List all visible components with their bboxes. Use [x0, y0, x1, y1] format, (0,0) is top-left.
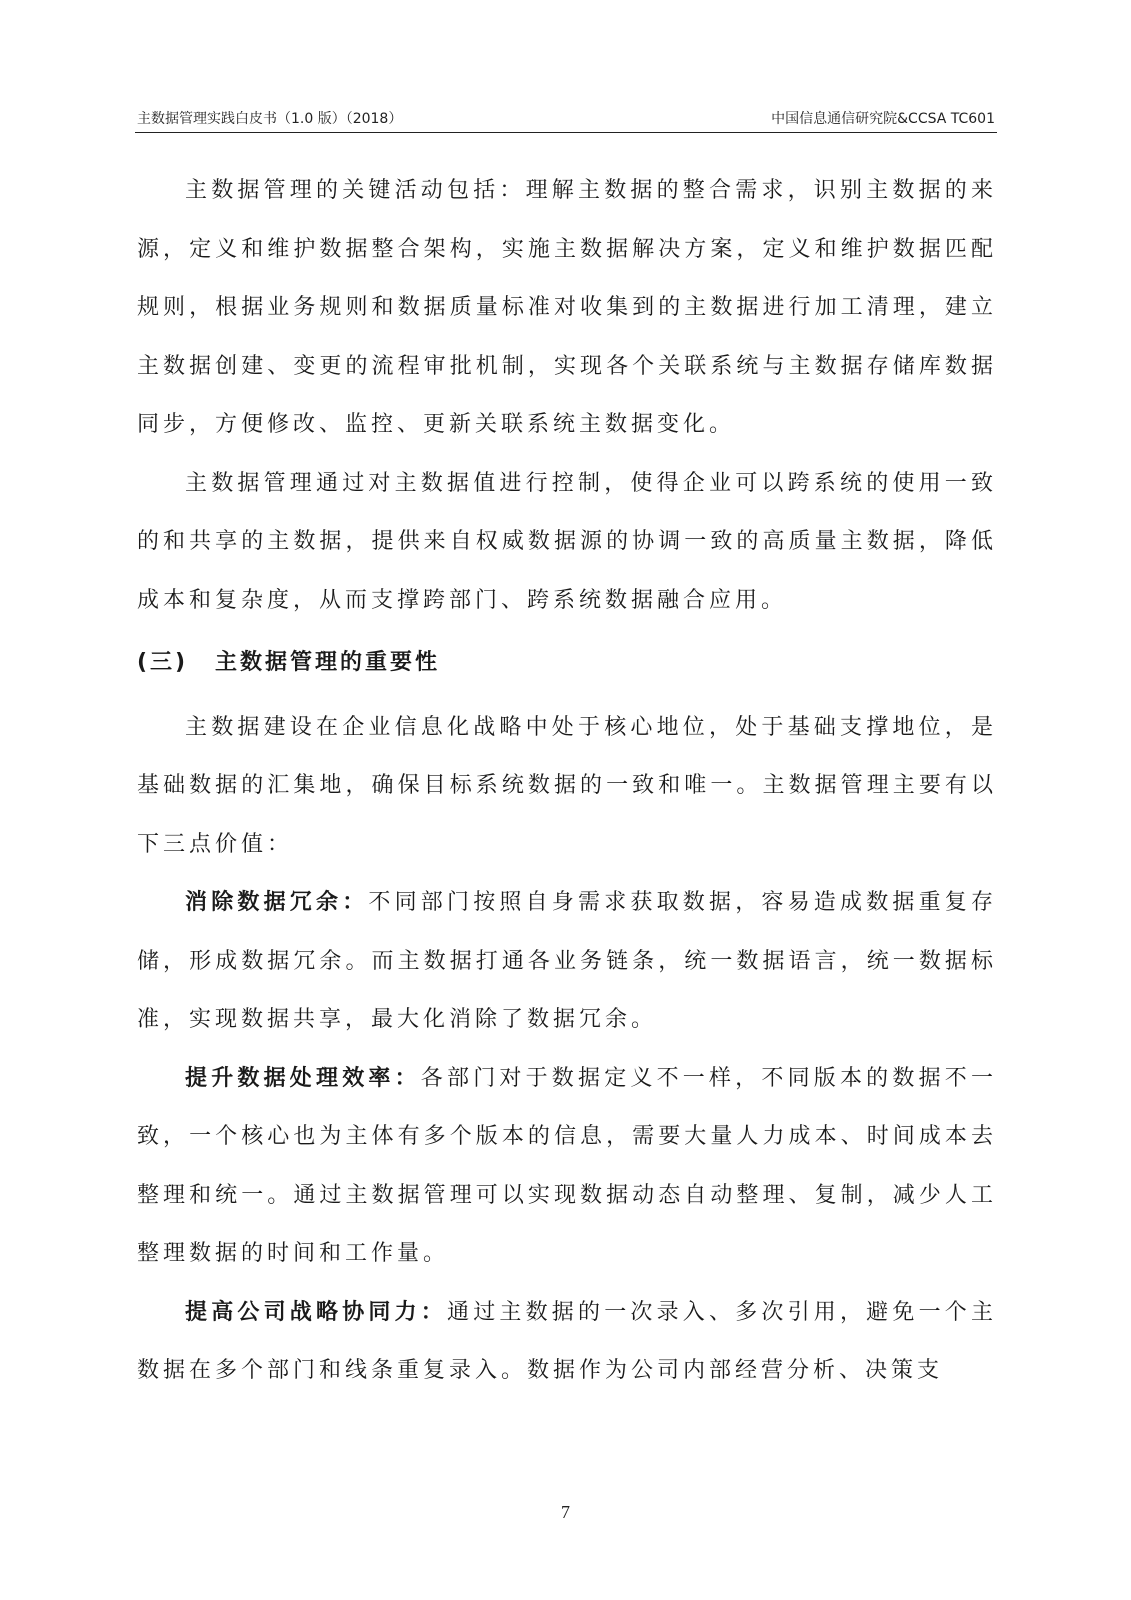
section-heading: [137, 634, 997, 693]
header-document-title: 主数据管理实践白皮书（1.0 版）（2018）: [137, 111, 403, 127]
lead-improve-efficiency: 提升数据处理效率：: [185, 1065, 421, 1091]
text-strategic-synergy: 通过主数据的一次录入、多次引用，避免一个主数据在多个部门和线条重复录入。数据作为公司内部经营分析、决策支: [137, 1299, 997, 1383]
page-content: [137, 162, 997, 1401]
section-title: 主数据管理的重要性: [215, 650, 441, 675]
paragraph-key-activities: 主数据管理的关键活动包括：理解主数据的整合需求，识别主数据的来源，定义和维护数据整合架构，实施主数据解决方案，定义和维护数据匹配规则，根据业务规则和数据质量标准对收集到的主数据进行加工清理，建立主数据创建、变更的流程审批机制，实现各个关联系统与主数据存储库数据同步，方便修改、监控、更新关联系统主数据变化。: [137, 178, 997, 437]
text-improve-efficiency: 各部门对于数据定义不一样，不同版本的数据不一致，一个核心也为主体有多个版本的信息，需要大量人力成本、时间成本去整理和统一。通过主数据管理可以实现数据动态自动整理、复制，减少人工整理数据的时间和工作量。: [137, 1065, 997, 1266]
lead-strategic-synergy: 提高公司战略协同力：: [185, 1299, 447, 1325]
page-header: [135, 104, 997, 133]
paragraph-eliminate-redundancy: [137, 874, 997, 1050]
section-number: (三): [137, 650, 189, 675]
lead-eliminate-redundancy: 消除数据冗余：: [185, 890, 369, 915]
header-organization: 中国信息通信研究院&CCSA TC601: [771, 111, 995, 127]
page-number: 7: [561, 1502, 570, 1522]
paragraph-importance-intro: 主数据建设在企业信息化战略中处于核心地位，处于基础支撑地位，是基础数据的汇集地，确保目标系统数据的一致和唯一。主数据管理主要有以下三点价值：: [137, 714, 997, 857]
paragraph-value-control: 主数据管理通过对主数据值进行控制，使得企业可以跨系统的使用一致的和共享的主数据，提供来自权威数据源的协调一致的高质量主数据，降低成本和复杂度，从而支撑跨部门、跨系统数据融合应用。: [137, 470, 997, 613]
paragraph-improve-efficiency: [137, 1050, 997, 1284]
text-eliminate-redundancy: 不同部门按照自身需求获取数据，容易造成数据重复存储，形成数据冗余。而主数据打通各业务链条，统一数据语言，统一数据标准，实现数据共享，最大化消除了数据冗余。: [137, 890, 997, 1032]
paragraph-strategic-synergy: [137, 1284, 997, 1401]
